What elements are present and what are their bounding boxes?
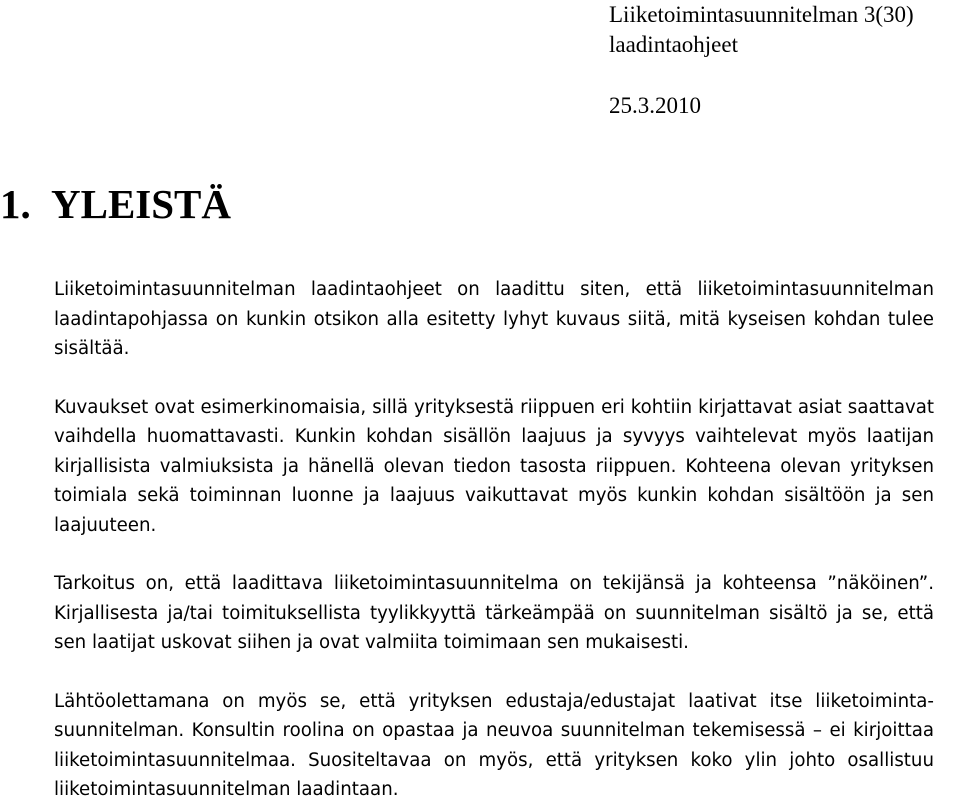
section-title: YLEISTÄ xyxy=(51,181,232,227)
section-heading xyxy=(0,179,231,229)
document-date: 25.3.2010 xyxy=(609,93,701,118)
body-text xyxy=(54,275,934,805)
page-header xyxy=(609,0,914,121)
document-title: Liiketoimintasuunnitelman 3(30) xyxy=(609,2,914,27)
paragraph-2: Kuvaukset ovat esimerkinomaisia, sillä yrityksestä riippuen eri kohtiin kirjattavat asiat saattavat vaihdella huomattavasti. Kunkin kohdan sisällön laajuus ja syvyys vaihtelevat myös laatijan kirjallisista valmiuksista ja hänellä olevan tiedon tasosta riippuen. Kohteena olevan yrityksen toimiala sekä toiminnan luonne ja laajuus vaikuttavat myös kunkin kohdan sisältöön ja sen laajuuteen. xyxy=(54,396,934,536)
document-subtitle: laadintaohjeet xyxy=(609,32,738,57)
paragraph-1: Liiketoimintasuunnitelman laadintaohjeet on laadittu siten, että liiketoimintasuunnitelman laadintapohjassa on kunkin otsikon alla esitetty lyhyt kuvaus siitä, mitä kyseisen kohdan tulee sisältää. xyxy=(54,279,934,359)
section-number: 1. xyxy=(0,181,31,227)
paragraph-3: Tarkoitus on, että laadittava liiketoimintasuunnitelma on tekijänsä ja kohteensa ”näköinen”. Kirjallisesta ja/tai toimituksellista tyylikkyyttä tärkeämpää on suunnitelman sisältö ja se, että sen laatijat uskovat siihen ja ovat valmiita toimimaan sen mukaisesti. xyxy=(54,573,934,653)
paragraph-4: Lähtöolettamana on myös se, että yrityksen edustaja/edustajat laativat itse liiketoimintasuunnitelman. Konsultin roolina on opastaa ja neuvoa suunnitelman tekemisessä – ei kirjoittaa liiketoimintasuunnitelmaa. Suositeltavaa on myös, että yrityksen koko ylin johto osallistuu liiketoimintasuunnitelman laadintaan. xyxy=(54,690,934,800)
